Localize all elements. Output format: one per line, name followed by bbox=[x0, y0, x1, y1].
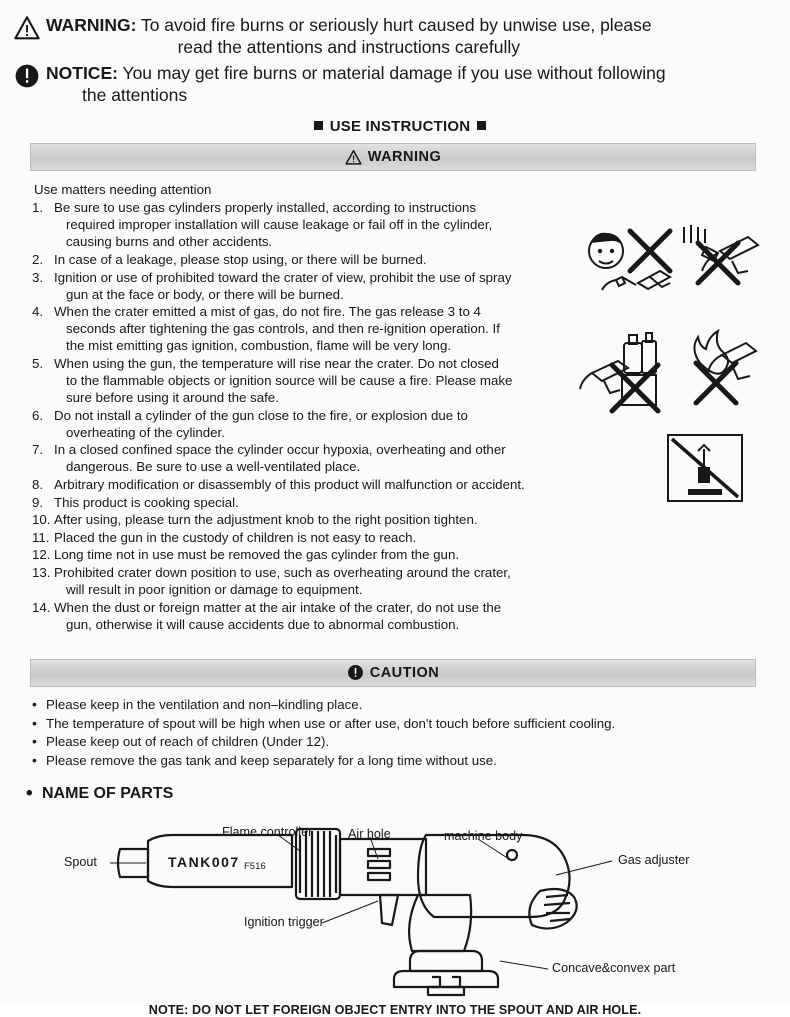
item-line: overheating of the cylinder. bbox=[66, 424, 225, 440]
use-instruction-heading bbox=[0, 118, 790, 135]
square-bullet-icon bbox=[477, 121, 486, 130]
item-line: required improper installation will cause leakage or fail off in the cylinder, bbox=[66, 217, 493, 233]
warning-alert-line2: read the attentions and instructions carefully bbox=[177, 37, 521, 58]
warning-alert-text bbox=[46, 14, 652, 58]
notice-alert-line1: You may get fire burns or material damage if you use without following bbox=[122, 63, 666, 84]
warning-alert bbox=[14, 14, 772, 58]
notice-alert-label: NOTICE: bbox=[46, 63, 118, 84]
item-number: 11. bbox=[32, 529, 50, 545]
item-line: dangerous. Be sure to use a well-ventilated place. bbox=[66, 459, 361, 475]
list-item: • Please keep out of reach of children (Under 12). bbox=[32, 733, 770, 752]
item-line: the mist emitting gas ignition, combustion, flame will be very long. bbox=[66, 338, 452, 354]
item-number: 12. bbox=[32, 547, 51, 563]
list-item bbox=[32, 564, 574, 598]
label-spout: Spout bbox=[64, 855, 97, 870]
item-line: Ignition or use of prohibited toward the crater of view, prohibit the use of spray bbox=[54, 269, 512, 285]
use-instruction-label: USE INSTRUCTION bbox=[329, 118, 471, 136]
top-alerts bbox=[0, 0, 790, 106]
notice-exclamation-circle-icon bbox=[347, 664, 364, 681]
list-item: • Please remove the gas tank and keep separately for a long time without use. bbox=[32, 752, 770, 771]
item-line: Do not install a cylinder of the gun close to the fire, or explosion due to bbox=[54, 407, 468, 423]
item-line: Long time not in use must be removed the gas cylinder from the gun. bbox=[54, 547, 460, 563]
item-line: causing burns and other accidents. bbox=[66, 234, 273, 250]
torch-diagram bbox=[0, 805, 790, 1001]
warning-triangle-icon bbox=[14, 15, 40, 41]
notice-alert-line2: the attentions bbox=[82, 85, 188, 106]
item-line: will result in poor ignition or damage to equipment. bbox=[66, 581, 363, 597]
no-pointing-down-icon bbox=[668, 435, 742, 501]
list-item bbox=[32, 355, 574, 406]
item-line: In case of a leakage, please stop using, or there will be burned. bbox=[54, 252, 427, 267]
item-number: 9. bbox=[32, 494, 44, 510]
no-torch-near-fire-icon bbox=[694, 331, 756, 403]
caution-section bbox=[0, 659, 790, 772]
warning-alert-line1: To avoid fire burns or seriously hurt caused by unwise use, please bbox=[140, 15, 652, 35]
item-line: seconds after tightening the gas controls, and then re-ignition operation. If bbox=[66, 321, 500, 337]
item-line: In a closed confined space the cylinder occur hypoxia, overheating and other bbox=[54, 442, 506, 458]
list-item: • The temperature of spout will be high when use or after use, don't touch before sufficient cooling. bbox=[32, 715, 770, 734]
list-item bbox=[32, 441, 574, 475]
list-item bbox=[32, 494, 574, 511]
label-gas-adjuster: Gas adjuster bbox=[618, 853, 690, 868]
label-machine-body: machine body bbox=[444, 829, 523, 844]
list-item bbox=[32, 251, 574, 268]
warning-lead: Use matters needing attention bbox=[34, 182, 212, 198]
item-number: 4. bbox=[32, 304, 44, 320]
label-flame-controller: Flame controller bbox=[222, 825, 313, 840]
item-line: Prohibited crater down position to use, such as overheating around the crater, bbox=[54, 564, 511, 580]
item-number: 6. bbox=[32, 407, 44, 423]
list-item bbox=[32, 599, 574, 633]
label-ignition-trigger: Ignition trigger bbox=[244, 915, 324, 930]
caution-bullets bbox=[0, 687, 790, 772]
list-item bbox=[32, 546, 574, 563]
parts-section-title: • NAME OF PARTS bbox=[26, 785, 790, 803]
no-spray-at-face-icon bbox=[589, 231, 670, 290]
item-number: 14. bbox=[32, 599, 51, 615]
model-text: F516 bbox=[244, 861, 266, 873]
list-item: • Please keep in the ventilation and non–kindling place. bbox=[32, 696, 770, 715]
list-item bbox=[32, 303, 574, 354]
warning-alert-label: WARNING: bbox=[46, 15, 137, 35]
item-number: 2. bbox=[32, 252, 44, 267]
list-item bbox=[32, 199, 574, 250]
item-line: Be sure to use gas cylinders properly installed, according to instructions bbox=[54, 200, 477, 216]
item-number: 1. bbox=[32, 200, 44, 216]
warning-pictograms bbox=[572, 223, 772, 523]
no-spray-at-person-icon bbox=[684, 225, 758, 283]
list-item bbox=[32, 511, 574, 528]
item-number: 8. bbox=[32, 477, 44, 493]
no-gas-cylinder-near-heat-icon bbox=[580, 333, 658, 411]
list-item bbox=[32, 269, 574, 303]
caution-banner bbox=[30, 659, 756, 687]
item-line: Placed the gun in the custody of children is not easy to reach. bbox=[54, 529, 417, 545]
label-concave-convex-part: Concave&convex part bbox=[552, 961, 676, 976]
warning-triangle-icon bbox=[345, 149, 362, 166]
item-number: 5. bbox=[32, 355, 44, 371]
list-item bbox=[32, 529, 574, 546]
item-number: 10. bbox=[32, 512, 51, 528]
caution-banner-label: CAUTION bbox=[369, 664, 440, 681]
list-item bbox=[32, 407, 574, 441]
item-line: When the dust or foreign matter at the air intake of the crater, do not use the bbox=[54, 599, 502, 615]
parts-note: NOTE: DO NOT LET FOREIGN OBJECT ENTRY INTO THE SPOUT AND AIR HOLE. bbox=[148, 1003, 642, 1017]
item-line: gun at the face or body, or there will be burned. bbox=[66, 286, 344, 302]
item-line: sure before using it around the safe. bbox=[66, 390, 279, 406]
warning-banner bbox=[30, 143, 756, 171]
notice-alert-text bbox=[46, 62, 666, 106]
item-line: gun, otherwise it will cause accidents due to abnormal combustion. bbox=[66, 616, 460, 632]
square-bullet-icon bbox=[314, 121, 323, 130]
item-line: When the crater emitted a mist of gas, do not fire. The gas release 3 to 4 bbox=[54, 304, 481, 320]
item-line: After using, please turn the adjustment knob to the right position tighten. bbox=[54, 512, 478, 528]
brand-text: TANK007 bbox=[168, 854, 240, 871]
warning-body bbox=[0, 171, 790, 633]
item-line: This product is cooking special. bbox=[54, 494, 239, 510]
item-line: to the flammable objects or ignition source will be cause a fire. Please make bbox=[66, 373, 513, 389]
item-number: 13. bbox=[32, 564, 51, 580]
label-air-hole: Air hole bbox=[348, 827, 391, 842]
warning-banner-label: WARNING bbox=[367, 149, 442, 166]
list-item bbox=[32, 476, 574, 493]
item-number: 7. bbox=[32, 442, 44, 458]
item-line: Arbitrary modification or disassembly of this product will malfunction or accident. bbox=[54, 477, 525, 493]
item-number: 3. bbox=[32, 269, 44, 285]
notice-alert bbox=[14, 62, 772, 106]
item-line: When using the gun, the temperature will rise near the crater. Do not closed bbox=[54, 355, 499, 371]
notice-exclamation-circle-icon bbox=[14, 63, 40, 89]
